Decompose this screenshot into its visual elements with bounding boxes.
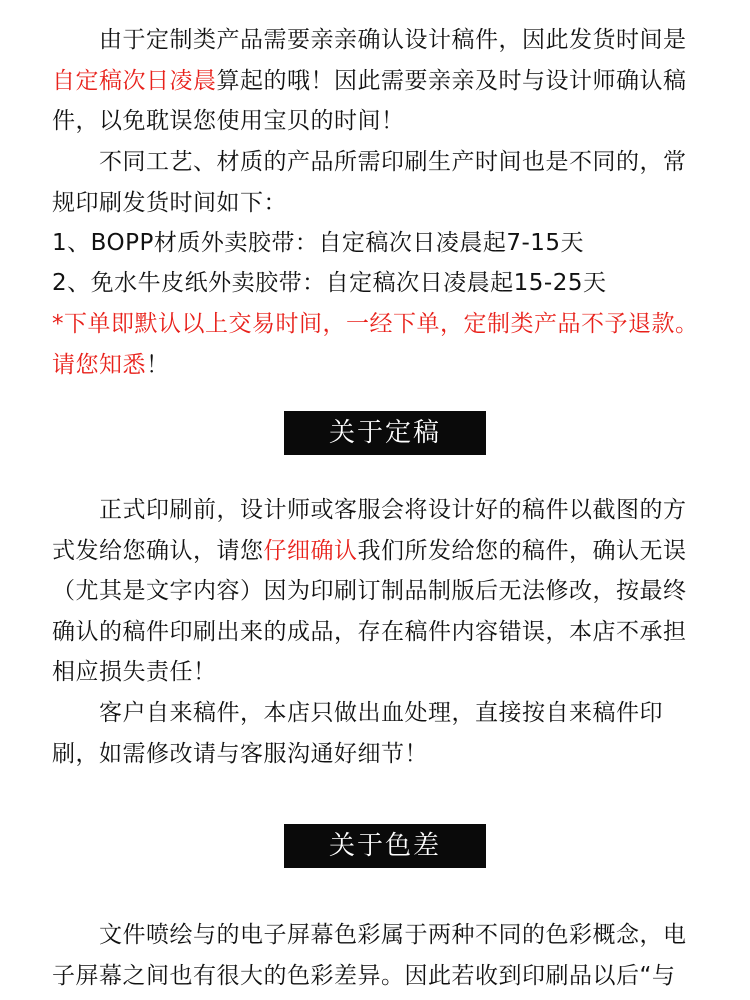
section-heading-secha: 关于色差: [284, 824, 486, 868]
production-time-paragraph: 不同工艺、材质的产品所需印刷生产时间也是不同的，常规印刷发货时间如下：: [52, 149, 687, 216]
shipping-text-a: 由于定制类产品需要亲亲确认设计稿件，因此发货时间是: [99, 27, 687, 53]
refund-notice-text: *下单即默认以上交易时间，一经下单，定制类产品不予退款。请您知悉: [52, 311, 699, 378]
shipping-text-b: 算起的哦！因此需要亲亲及时与设计师确认稿件，以免耽误您使用宝贝的时间！: [52, 67, 687, 134]
shipping-item-bopp: 1、BOPP材质外卖胶带：自定稿次日凌晨起7-15天: [52, 230, 585, 256]
shipping-highlight: 自定稿次日凌晨: [52, 67, 217, 94]
proof-text-b: 我们所发给您的稿件，确认无误（尤其是文字内容）因为印刷订制品制版后无法修改，按最终确认的稿件印刷出来的成品，存在稿件内容错误，本店不承担相应损失责任！: [52, 537, 687, 685]
refund-notice-end: ！: [146, 351, 170, 378]
refund-notice: [52, 304, 702, 385]
proof-confirm-paragraph: [52, 490, 702, 693]
customer-artwork-paragraph: 客户自来稿件，本店只做出血处理，直接按自来稿件印刷，如需修改请与客服沟通好细节！: [52, 700, 663, 767]
shipping-item-kraft: 2、免水牛皮纸外卖胶带：自定稿次日凌晨起15-25天: [52, 270, 607, 296]
proof-text-a: 正式印刷前，设计师或客服会将设计好的稿件以截图的方式发给您确认，请您: [52, 497, 687, 564]
proof-highlight: 仔细确认: [263, 537, 358, 564]
shipping-time-paragraph: [52, 20, 702, 142]
section-heading-dinggao: 关于定稿: [284, 411, 486, 455]
color-difference-paragraph: 文件喷绘与的电子屏幕色彩属于两种不同的色彩概念，电子屏幕之间也有很大的色彩差异。因此若收到印刷品以后“与: [52, 922, 687, 989]
